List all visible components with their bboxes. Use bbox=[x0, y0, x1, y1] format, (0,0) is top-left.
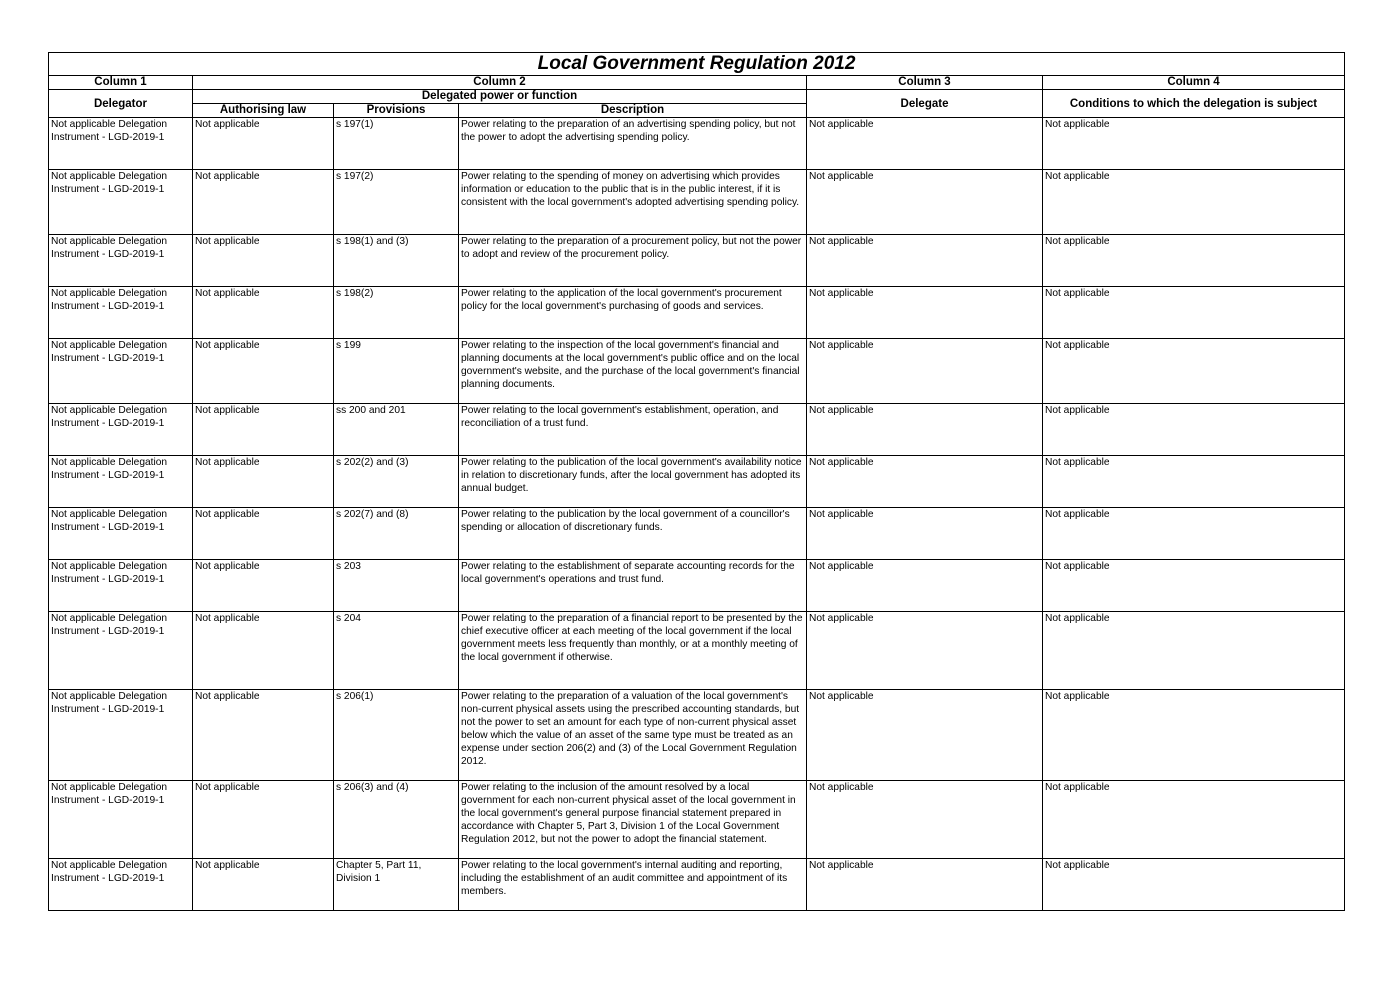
table-row bbox=[49, 781, 1345, 859]
table-row bbox=[49, 287, 1345, 339]
description-cell: Power relating to the preparation of a valuation of the local government's non-current physical assets using the prescribed accounting standards, but not the power to set an amount for each type of non-current physical asset below which the value of an asset of the same type must be treated as an expense under section 206(2) and (3) of the Local Government Regulation 2012. bbox=[459, 690, 807, 781]
authorising-law-cell: Not applicable bbox=[193, 859, 334, 911]
description-cell: Power relating to the publication by the local government of a councillor's spending or allocation of discretionary funds. bbox=[459, 508, 807, 560]
delegator-cell: Not applicable Delegation Instrument - LGD-2019-1 bbox=[49, 560, 193, 612]
delegation-register-sheet bbox=[48, 52, 1344, 911]
delegator-cell: Not applicable Delegation Instrument - LGD-2019-1 bbox=[49, 456, 193, 508]
description-cell: Power relating to the inspection of the local government's financial and planning documents at the local government's public office and on the local government's website, and the purchase of the local government's financial planning documents. bbox=[459, 339, 807, 404]
authorising-law-cell: Not applicable bbox=[193, 339, 334, 404]
description-cell: Power relating to the local government's internal auditing and reporting, including the establishment of an audit committee and appointment of its members. bbox=[459, 859, 807, 911]
table-row bbox=[49, 560, 1345, 612]
authorising-law-cell: Not applicable bbox=[193, 781, 334, 859]
delegate-header: Delegate bbox=[807, 90, 1043, 118]
provisions-cell: s 203 bbox=[334, 560, 459, 612]
conditions-cell: Not applicable bbox=[1043, 287, 1345, 339]
table-row bbox=[49, 404, 1345, 456]
description-cell: Power relating to the spending of money on advertising which provides information or education to the public that is in the public interest, if it is consistent with the local government's adopted advertising spending policy. bbox=[459, 170, 807, 235]
column4-header: Column 4 bbox=[1043, 76, 1345, 90]
column2-header: Column 2 bbox=[193, 76, 807, 90]
delegator-cell: Not applicable Delegation Instrument - LGD-2019-1 bbox=[49, 404, 193, 456]
delegate-cell: Not applicable bbox=[807, 508, 1043, 560]
delegator-header: Delegator bbox=[49, 90, 193, 118]
delegate-cell: Not applicable bbox=[807, 287, 1043, 339]
provisions-cell: s 197(1) bbox=[334, 118, 459, 170]
provisions-cell: s 198(1) and (3) bbox=[334, 235, 459, 287]
authorising-law-cell: Not applicable bbox=[193, 612, 334, 690]
provisions-cell: s 202(7) and (8) bbox=[334, 508, 459, 560]
authorising-law-cell: Not applicable bbox=[193, 404, 334, 456]
conditions-cell: Not applicable bbox=[1043, 404, 1345, 456]
authorising-law-cell: Not applicable bbox=[193, 456, 334, 508]
delegate-cell: Not applicable bbox=[807, 235, 1043, 287]
delegate-cell: Not applicable bbox=[807, 456, 1043, 508]
provisions-cell: ss 200 and 201 bbox=[334, 404, 459, 456]
conditions-cell: Not applicable bbox=[1043, 456, 1345, 508]
delegator-cell: Not applicable Delegation Instrument - LGD-2019-1 bbox=[49, 339, 193, 404]
description-cell: Power relating to the publication of the local government's availability notice in relation to discretionary funds, after the local government has adopted its annual budget. bbox=[459, 456, 807, 508]
table-row bbox=[49, 859, 1345, 911]
table-body bbox=[49, 118, 1345, 911]
authorising-law-cell: Not applicable bbox=[193, 690, 334, 781]
provisions-header: Provisions bbox=[334, 104, 459, 118]
conditions-cell: Not applicable bbox=[1043, 170, 1345, 235]
provisions-cell: s 204 bbox=[334, 612, 459, 690]
delegator-cell: Not applicable Delegation Instrument - LGD-2019-1 bbox=[49, 508, 193, 560]
table-row bbox=[49, 456, 1345, 508]
column-number-row bbox=[49, 76, 1345, 90]
description-cell: Power relating to the local government's establishment, operation, and reconciliation of a trust fund. bbox=[459, 404, 807, 456]
delegate-cell: Not applicable bbox=[807, 612, 1043, 690]
delegation-table bbox=[48, 52, 1345, 911]
delegate-cell: Not applicable bbox=[807, 859, 1043, 911]
provisions-cell: s 206(1) bbox=[334, 690, 459, 781]
delegated-power-header: Delegated power or function bbox=[193, 90, 807, 104]
header-row-a bbox=[49, 90, 1345, 104]
conditions-cell: Not applicable bbox=[1043, 118, 1345, 170]
authorising-law-cell: Not applicable bbox=[193, 235, 334, 287]
provisions-cell: s 198(2) bbox=[334, 287, 459, 339]
delegate-cell: Not applicable bbox=[807, 690, 1043, 781]
description-header: Description bbox=[459, 104, 807, 118]
provisions-cell: Chapter 5, Part 11, Division 1 bbox=[334, 859, 459, 911]
delegator-cell: Not applicable Delegation Instrument - LGD-2019-1 bbox=[49, 118, 193, 170]
authorising-law-cell: Not applicable bbox=[193, 508, 334, 560]
authorising-law-cell: Not applicable bbox=[193, 287, 334, 339]
delegate-cell: Not applicable bbox=[807, 560, 1043, 612]
provisions-cell: s 199 bbox=[334, 339, 459, 404]
table-row bbox=[49, 508, 1345, 560]
provisions-cell: s 202(2) and (3) bbox=[334, 456, 459, 508]
description-cell: Power relating to the inclusion of the amount resolved by a local government for each non-current physical asset of the local government in the local government's general purpose financial statement prepared in accordance with Chapter 5, Part 3, Division 1 of the Local Government Regulation 2012, but not the power to adopt the financial statement. bbox=[459, 781, 807, 859]
table-row bbox=[49, 118, 1345, 170]
delegator-cell: Not applicable Delegation Instrument - LGD-2019-1 bbox=[49, 235, 193, 287]
table-row bbox=[49, 170, 1345, 235]
conditions-cell: Not applicable bbox=[1043, 339, 1345, 404]
table-row bbox=[49, 339, 1345, 404]
conditions-cell: Not applicable bbox=[1043, 690, 1345, 781]
page-title: Local Government Regulation 2012 bbox=[49, 53, 1345, 76]
delegator-cell: Not applicable Delegation Instrument - LGD-2019-1 bbox=[49, 690, 193, 781]
conditions-cell: Not applicable bbox=[1043, 781, 1345, 859]
description-cell: Power relating to the application of the local government's procurement policy for the local government's purchasing of goods and services. bbox=[459, 287, 807, 339]
delegate-cell: Not applicable bbox=[807, 781, 1043, 859]
authorising-law-header: Authorising law bbox=[193, 104, 334, 118]
delegator-cell: Not applicable Delegation Instrument - LGD-2019-1 bbox=[49, 781, 193, 859]
delegate-cell: Not applicable bbox=[807, 118, 1043, 170]
table-row bbox=[49, 612, 1345, 690]
delegate-cell: Not applicable bbox=[807, 170, 1043, 235]
conditions-header: Conditions to which the delegation is subject bbox=[1043, 90, 1345, 118]
description-cell: Power relating to the preparation of a financial report to be presented by the chief executive officer at each meeting of the local government if the local government meets less frequently than monthly, or at a monthly meeting of the local government if otherwise. bbox=[459, 612, 807, 690]
delegator-cell: Not applicable Delegation Instrument - LGD-2019-1 bbox=[49, 287, 193, 339]
authorising-law-cell: Not applicable bbox=[193, 118, 334, 170]
title-row bbox=[49, 53, 1345, 76]
delegator-cell: Not applicable Delegation Instrument - LGD-2019-1 bbox=[49, 612, 193, 690]
conditions-cell: Not applicable bbox=[1043, 235, 1345, 287]
provisions-cell: s 206(3) and (4) bbox=[334, 781, 459, 859]
column1-header: Column 1 bbox=[49, 76, 193, 90]
delegator-cell: Not applicable Delegation Instrument - LGD-2019-1 bbox=[49, 170, 193, 235]
authorising-law-cell: Not applicable bbox=[193, 560, 334, 612]
authorising-law-cell: Not applicable bbox=[193, 170, 334, 235]
description-cell: Power relating to the preparation of an advertising spending policy, but not the power to adopt the advertising spending policy. bbox=[459, 118, 807, 170]
delegate-cell: Not applicable bbox=[807, 339, 1043, 404]
conditions-cell: Not applicable bbox=[1043, 508, 1345, 560]
provisions-cell: s 197(2) bbox=[334, 170, 459, 235]
conditions-cell: Not applicable bbox=[1043, 612, 1345, 690]
conditions-cell: Not applicable bbox=[1043, 560, 1345, 612]
column3-header: Column 3 bbox=[807, 76, 1043, 90]
conditions-cell: Not applicable bbox=[1043, 859, 1345, 911]
description-cell: Power relating to the preparation of a procurement policy, but not the power to adopt and review of the procurement policy. bbox=[459, 235, 807, 287]
delegator-cell: Not applicable Delegation Instrument - LGD-2019-1 bbox=[49, 859, 193, 911]
description-cell: Power relating to the establishment of separate accounting records for the local government's operations and trust fund. bbox=[459, 560, 807, 612]
delegate-cell: Not applicable bbox=[807, 404, 1043, 456]
table-row bbox=[49, 690, 1345, 781]
table-row bbox=[49, 235, 1345, 287]
